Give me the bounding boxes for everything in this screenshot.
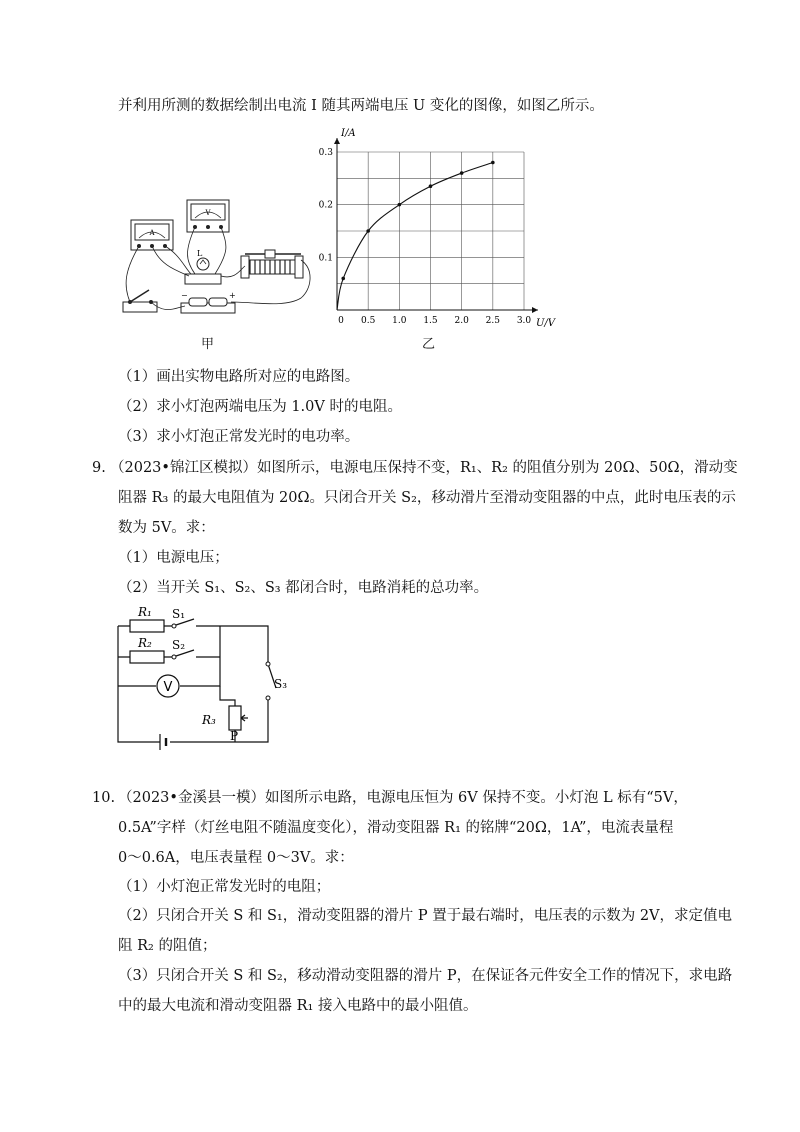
x-axis-label: U/V [536,318,556,329]
q10-number: 10. [92,790,116,806]
voltmeter-icon [187,200,229,232]
y-tick-label: 0.2 [318,200,333,211]
q10-part-2a: （2）只闭合开关 S 和 S₁，滑动变阻器的滑片 P 置于最右端时，电压表的示数为 2V，求定值电 [118,908,733,924]
q10-part-1: （1）小灯泡正常发光时的电阻； [118,879,331,895]
intro-text: 并利用所测的数据绘制出电流 I 随其两端电压 U 变化的图像，如图乙所示。 [118,98,604,114]
q9-part-2: （2）当开关 S₁、S₂、S₃ 都闭合时，电路消耗的总功率。 [118,580,489,596]
battery-icon [160,734,166,750]
switch-icon [123,290,157,312]
iu-curve [337,163,493,310]
apparatus-figure [115,190,330,325]
x-axis-arrow-icon [532,307,538,313]
voltmeter-label: V [163,680,173,695]
y-axis-arrow-icon [334,138,340,144]
q10-line-2: 0.5A”字样（灯丝电阻不随温度变化），滑动变阻器 R₁ 的铭牌“20Ω，1A”，电流表量程 [118,820,674,836]
x-tick-label: 3.0 [516,316,532,326]
r2-resistor [130,651,164,663]
ammeter-icon [131,220,173,250]
x-tick-label: 1.5 [423,316,438,326]
p-label: P [230,729,239,743]
q10-part-3b: 中的最大电流和滑动变阻器 R₁ 接入电路中的最小阻值。 [118,998,478,1014]
ammeter-label: A [149,229,155,237]
q9-line-3: 数为 5V。求： [118,520,215,536]
s2-label: S₂ [172,638,186,652]
data-point [460,171,464,175]
plus-label: + [229,291,236,300]
q9-line-1: （2023•锦江区模拟）如图所示，电源电压保持不变，R₁、R₂ 的阻值分别为 20Ω、50Ω，滑动变 [110,460,738,476]
q9-number: 9. [92,460,106,476]
iu-chart [310,122,556,332]
q8-part-3: （3）求小灯泡正常发光时的电功率。 [118,429,360,445]
q10-part-3a: （3）只闭合开关 S 和 S₂，移动滑动变阻器的滑片 P，在保证各元件安全工作的情况下，求电路 [118,968,733,984]
figure-jia-caption: 甲 [201,337,215,352]
q10-line-3: 0～0.6A，电压表量程 0～3V。求： [118,850,354,866]
data-point [398,203,402,207]
data-point [366,229,370,233]
y-tick-label: 0.3 [318,148,333,158]
x-tick-label: 2.0 [454,316,469,326]
y-axis-label: I/A [341,128,356,139]
r1-label: R₁ [138,605,152,619]
rheostat-icon [241,250,303,278]
q10-part-2b: 阻 R₂ 的阻值； [118,938,217,954]
battery-icon [181,291,236,313]
slider-arrow-icon [241,715,248,721]
minus-label: − [181,291,188,300]
q9-line-2: 阻器 R₃ 的最大电阻值为 20Ω。只闭合开关 S₂，移动滑片至滑动变阻器的中点，此时电压表的示 [118,490,736,506]
circuit-diagram-q9 [110,600,290,750]
voltmeter-label: V [205,209,211,217]
q8-part-1: （1）画出实物电路所对应的电路图。 [118,369,360,385]
data-point [341,277,345,281]
s3-label: S₃ [274,677,288,691]
r1-resistor [130,620,164,632]
figure-yi-caption: 乙 [422,337,436,352]
x-tick-label: 2.5 [485,316,500,326]
data-point [491,161,495,165]
q8-part-2: （2）求小灯泡两端电压为 1.0V 时的电阻。 [118,399,402,415]
x-tick-label: 1.0 [392,316,407,326]
r2-label: R₂ [138,636,152,650]
q10-line-1: （2023•金溪县一模）如图所示电路，电源电压恒为 6V 保持不变。小灯泡 L 标有“5V， [118,790,688,806]
r3-label: R₃ [202,713,216,727]
x-tick-label: 0 [338,316,344,326]
s1-label: S₁ [172,607,186,621]
y-tick-label: 0.1 [318,253,333,264]
q9-part-1: （1）电源电压； [118,550,229,566]
lamp-label: L [197,249,203,258]
x-tick-label: 0.5 [361,316,376,326]
r3-rheostat [229,706,241,730]
data-point [429,184,433,188]
